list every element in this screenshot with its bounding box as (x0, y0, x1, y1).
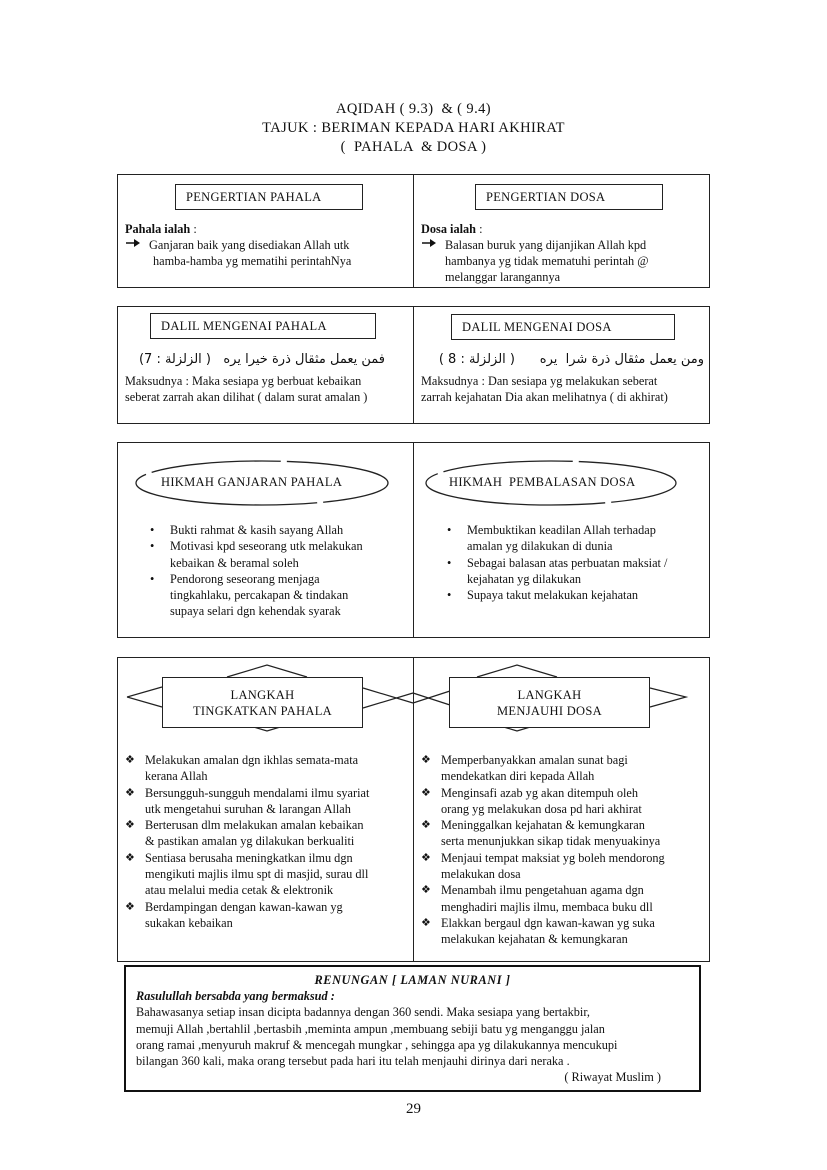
dalil-divider (413, 306, 414, 424)
pahala-definition-line: hamba-hamba yg mematihi perintahNya (153, 254, 352, 268)
list-item: ❖ Menginsafi azab yg akan ditempuh oleh orang yg melakukan dosa pd hari akhirat (415, 785, 709, 818)
list-item: • Motivasi kpd seseorang utk melakukan kebaikan & beramal soleh (150, 539, 363, 570)
renungan-subtitle: Rasulullah bersabda yang bermaksud : (136, 989, 335, 1004)
hikmah-dosa-heading: HIKMAH PEMBALASAN DOSA (449, 475, 636, 489)
langkah-dosa-heading: LANGKAH MENJAUHI DOSA (449, 677, 650, 728)
list-item: • Bukti rahmat & kasih sayang Allah (150, 523, 344, 537)
pengertian-pahala-content: Pahala ialah : Ganjaran baik yang disediakan Allah utk hamba-hamba yg mematihi perintahNya (125, 222, 352, 268)
renungan-body-line: bilangan 360 kali, maka orang tersebut pada hari itu telah menjauhi dirinya dari neraka . (136, 1054, 570, 1069)
renungan-title: RENUNGAN [ LAMAN NURANI ] (314, 973, 511, 987)
renungan-box (124, 965, 701, 1092)
hikmah-pahala-heading: HIKMAH GANJARAN PAHALA (161, 475, 343, 489)
dosa-definition-line: hambanya yg tidak mematuhi perintah @ (445, 254, 649, 268)
dosa-definition-line: melanggar larangannya (445, 270, 561, 284)
diamond-bullet-icon: ❖ (125, 819, 135, 832)
langkah-pahala-list (119, 752, 413, 931)
list-item: ❖ Bersungguh-sungguh mendalami ilmu syariat utk mengetahui suruhan & larangan Allah (119, 785, 413, 818)
list-item: ❖ Memperbanyakkan amalan sunat bagi mendekatkan diri kepada Allah (415, 752, 709, 785)
title-line-1: AQIDAH ( 9.3) & ( 9.4) (336, 101, 491, 117)
diamond-bullet-icon: ❖ (421, 754, 431, 766)
renungan-body-line: orang ramai ,menyuruh makruf & mencegah mungkar , sehingga apa yg dilakukannya mencukupi (136, 1037, 618, 1052)
renungan-body-line: Bahawasanya setiap insan dicipta badannya dengan 360 sendi. Maka sesiapa yang bertakbir, (136, 1005, 590, 1020)
dalil-pahala-heading: DALIL MENGENAI PAHALA (150, 313, 376, 339)
diamond-bullet-icon: ❖ (421, 851, 431, 864)
pengertian-pahala-heading: PENGERTIAN PAHALA (175, 184, 363, 210)
diamond-bullet-icon: ❖ (125, 754, 135, 766)
hikmah-pahala-list (144, 522, 414, 620)
diamond-bullet-icon: ❖ (421, 884, 431, 897)
list-item: ❖ Sentiasa berusaha meningkatkan ilmu dgn mengikuti majlis ilmu spt di masjid, surau dll atau melalui media cetak & elektronik (119, 850, 413, 899)
list-item: • Membuktikan keadilan Allah terhadap amalan yg dilakukan di dunia (447, 523, 656, 554)
dalil-dosa-meaning: Maksudnya : Dan sesiapa yg melakukan seberat zarrah kejahatan Dia akan melihatnya ( di akhirat) (421, 374, 668, 404)
diamond-bullet-icon: ❖ (125, 900, 135, 913)
list-item: • Supaya takut melakukan kejahatan (447, 588, 639, 603)
langkah-dosa-list (415, 752, 709, 948)
pengertian-dosa-heading: PENGERTIAN DOSA (475, 184, 663, 210)
page-number: 29 (406, 1101, 421, 1117)
page-title-block (200, 100, 627, 157)
diamond-bullet-icon: ❖ (421, 916, 431, 929)
dalil-dosa-arabic-verse: ومن يعمل مثقال ذرة شرا يره ( الزلزلة : 8 ) (438, 352, 704, 367)
list-item: ❖ Meninggalkan kejahatan & kemungkaran serta menunjukkan sikap tidak menyuakinya (415, 817, 709, 850)
pahala-definition-line: Ganjaran baik yang disediakan Allah utk (149, 238, 350, 252)
dalil-pahala-meaning: Maksudnya : Maka sesiapa yg berbuat kebaikan seberat zarrah akan dilihat ( dalam surat amalan ) (125, 374, 368, 404)
pahala-term: Pahala ialah (125, 222, 191, 236)
dosa-definition-line: Balasan buruk yang dijanjikan Allah kpd (445, 238, 647, 252)
dalil-dosa-heading: DALIL MENGENAI DOSA (451, 314, 675, 340)
diamond-bullet-icon: ❖ (125, 851, 135, 864)
diamond-bullet-icon: ❖ (125, 786, 135, 799)
dalil-pahala-arabic-verse: فمن يعمل مثقال ذرة خيرا يره ( الزلزلة : 7) (138, 352, 385, 367)
pengertian-divider (413, 174, 414, 288)
pengertian-dosa-content: Dosa ialah : Balasan buruk yang dijanjikan Allah kpd hambanya yg tidak mematuhi perintah @ melanggar larangannya (421, 222, 649, 284)
arrow-right-icon (421, 237, 445, 285)
diamond-bullet-icon: ❖ (421, 819, 431, 832)
renungan-body-line: memuji Allah ,bertahlil ,bertasbih ,meminta ampun ,membuang sebiji batu yg menganggu jalan (136, 1021, 605, 1036)
list-item: ❖ Menjaui tempat maksiat yg boleh mendorong melakukan dosa (415, 850, 709, 883)
renungan-source: ( Riwayat Muslim ) (564, 1070, 661, 1085)
list-item: ❖ Berdampingan dengan kawan-kawan yg sukakan kebaikan (119, 899, 413, 932)
list-item: ❖ Menambah ilmu pengetahuan agama dgn menghadiri majlis ilmu, membaca buku dll (415, 882, 709, 915)
title-line-3: ( PAHALA & DOSA ) (340, 139, 487, 155)
diamond-bullet-icon: ❖ (421, 786, 431, 799)
langkah-pahala-heading: LANGKAH TINGKATKAN PAHALA (162, 677, 363, 728)
hikmah-dosa-list (441, 522, 711, 603)
list-item: ❖ Melakukan amalan dgn ikhlas semata-mata kerana Allah (119, 752, 413, 785)
dosa-term: Dosa ialah (421, 222, 477, 236)
list-item: ❖ Elakkan bergaul dgn kawan-kawan yg suka melakukan kejahatan & kemungkaran (415, 915, 709, 948)
list-item: • Sebagai balasan atas perbuatan maksiat / kejahatan yg dilakukan (447, 555, 668, 586)
list-item: ❖ Berterusan dlm melakukan amalan kebaikan & pastikan amalan yg dilakukan berkualiti (119, 817, 413, 850)
arrow-right-icon (125, 237, 149, 269)
title-line-2: TAJUK : BERIMAN KEPADA HARI AKHIRAT (262, 120, 565, 136)
list-item: • Pendorong seseorang menjaga tingkahlaku, percakapan & tindakan supaya selari dgn kehendak syarak (150, 571, 349, 619)
